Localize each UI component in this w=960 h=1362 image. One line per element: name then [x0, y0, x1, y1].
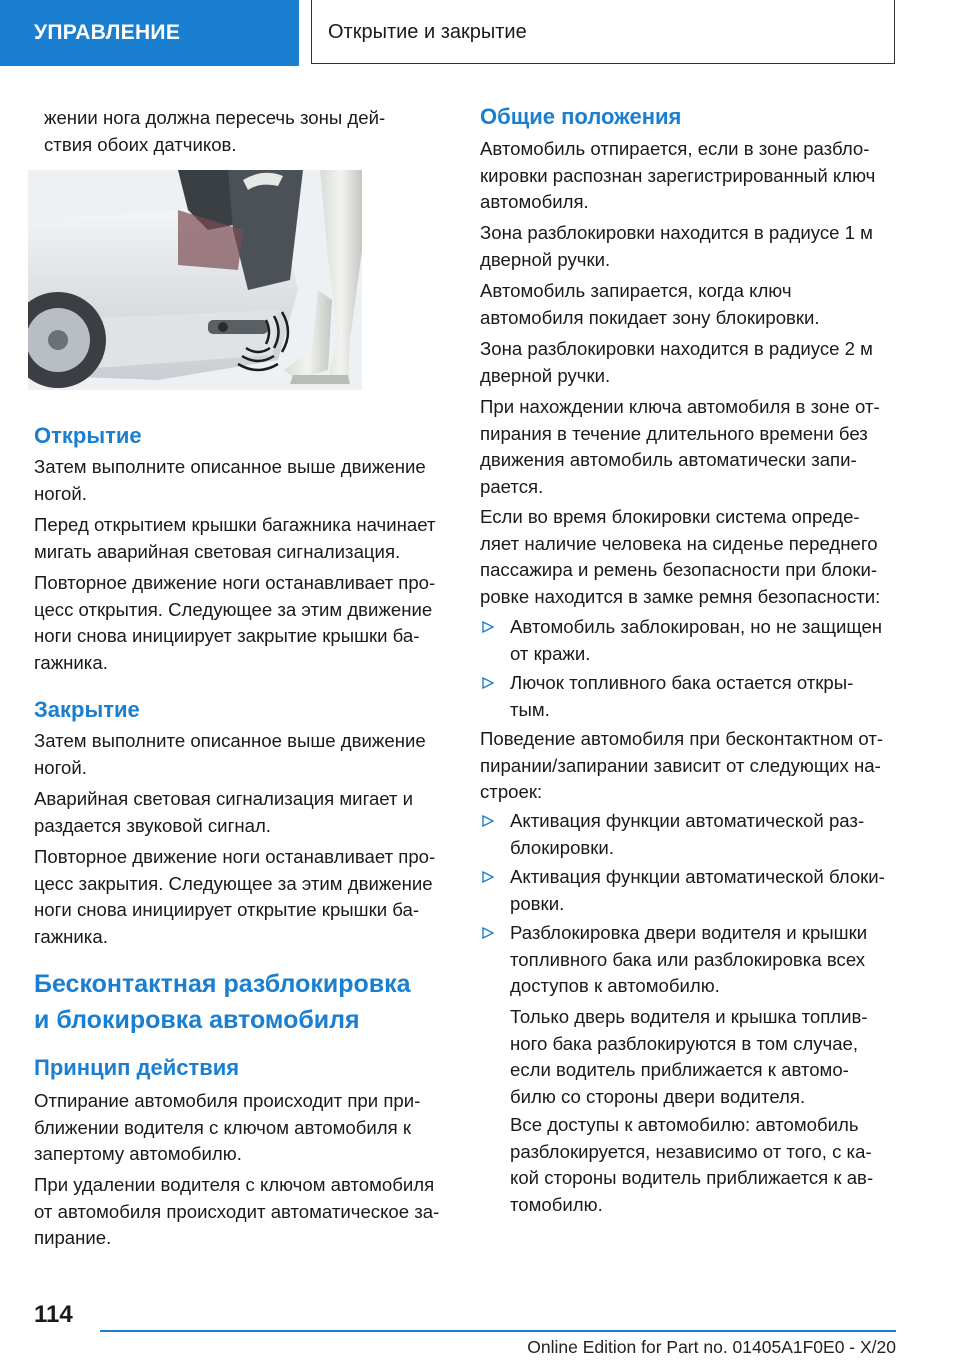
triangle-bullet-icon [482, 927, 494, 939]
text-line: ного бака разблокируются в том случае, [510, 1032, 859, 1054]
text-line: ногой. [34, 482, 87, 504]
text-line: жении нога должна пересечь зоны дей- [44, 107, 386, 128]
text-line: Разблокировка двери водителя и крышки [510, 922, 868, 943]
bullet-item [480, 808, 898, 861]
text-line: пассажира и ремень безопасности при блоки- [480, 559, 878, 580]
text-line: кой стороны водитель приближается к ав- [510, 1167, 874, 1188]
text-line: Зона разблокировки находится в радиусе 1 м [480, 222, 873, 243]
text-line: блокировки. [510, 836, 614, 858]
text-line: дверной ручки. [480, 364, 611, 386]
text-line: пирание. [34, 1227, 112, 1248]
general-paragraph-4 [480, 336, 898, 389]
footer-edition: Online Edition for Part no. 01405A1F0E0 - X/20 [527, 1337, 896, 1357]
text-line: ногой. [34, 756, 87, 778]
text-line: Все доступы к автомобилю: автомобиль [510, 1114, 859, 1135]
text-line: Если во время блокировки система опреде- [480, 506, 860, 527]
text-line: Повторное движение ноги останавливает про- [34, 572, 436, 593]
closing-heading: Закрытие [34, 697, 140, 722]
text-line: Затем выполните описанное выше движение [34, 730, 426, 751]
principle-heading: Принцип действия [34, 1055, 240, 1080]
text-line: При удалении водителя с ключом автомобиля [34, 1174, 435, 1195]
text-line: запертому автомобилю. [34, 1143, 242, 1164]
general-paragraph-5 [480, 394, 898, 500]
page-number: 114 [34, 1301, 73, 1328]
text-line: тым. [510, 698, 550, 720]
closing-paragraph-2 [34, 786, 446, 839]
text-line: ровке находится в замке ремня безопасности: [480, 585, 881, 607]
general-paragraph-3 [480, 278, 898, 331]
text-line: автомобиля покидает зону блокировки. [480, 306, 820, 328]
triangle-bullet-icon [482, 677, 494, 689]
text-line: пирания в течение длительного времени без [480, 422, 868, 444]
opening-paragraph-3 [34, 570, 446, 676]
text-line: Только дверь водителя и крышка топлив- [510, 1006, 868, 1027]
text-line: движения автомобиль автоматически запи- [480, 449, 857, 470]
text-line: При нахождении ключа автомобиля в зоне от- [480, 396, 880, 417]
text-line: ноги снова инициирует открытие крышки ба- [34, 899, 420, 920]
bullet-item [480, 920, 898, 1000]
settings-intro-paragraph [480, 726, 898, 806]
text-line: Перед открытием крышки багажника начинает [34, 514, 436, 535]
closing-paragraph-1 [34, 728, 446, 781]
text-line: цесс открытия. Следующее за этим движение [34, 598, 433, 620]
text-line: разблокируется, независимо от того, с ка- [510, 1140, 872, 1162]
text-line: Активация функции автоматической блоки- [510, 866, 885, 887]
bullet-item [480, 670, 898, 723]
page-header [0, 0, 960, 66]
text-line: кировки распознан зарегистрированный ключ [480, 164, 876, 186]
text-line: Автомобиль отпирается, если в зоне разбло- [480, 138, 870, 159]
intro-paragraph [44, 105, 444, 158]
text-line: раздается звуковой сигнал. [34, 814, 271, 836]
text-line: Автомобиль запирается, когда ключ [480, 280, 792, 301]
bullet-note-paragraph [510, 1004, 898, 1110]
text-line: Активация функции автоматической раз- [510, 810, 865, 831]
text-line: пирании/запирании зависит от следующих на- [480, 754, 881, 776]
heading-line: Бесконтактная разблокировка [34, 970, 411, 998]
text-line: Затем выполните описанное выше движение [34, 456, 426, 477]
text-line: мигать аварийная световая сигнализация. [34, 540, 401, 562]
text-line: Зона разблокировки находится в радиусе 2 м [480, 338, 873, 359]
general-paragraph-2 [480, 220, 898, 273]
main-heading [34, 966, 454, 1038]
triangle-bullet-icon [482, 815, 494, 827]
text-line: строек: [480, 781, 543, 802]
text-line: гажника. [34, 925, 108, 947]
bullet-item [480, 614, 898, 667]
text-line: от кражи. [510, 642, 591, 664]
text-line: Повторное движение ноги останавливает про- [34, 846, 436, 867]
heading-line: и блокировка автомобиля [34, 1006, 360, 1034]
section-tab: УПРАВЛЕНИЕ [0, 0, 299, 66]
bullet-note-paragraph [510, 1112, 898, 1218]
text-line: Аварийная световая сигнализация мигает и [34, 788, 414, 809]
opening-paragraph-1 [34, 454, 446, 507]
text-line: Отпирание автомобиля происходит при при- [34, 1090, 421, 1111]
text-line: ноги снова инициирует закрытие крышки ба- [34, 625, 420, 646]
text-line: ляет наличие человека на сиденье переднего [480, 532, 878, 554]
text-line: автомобиля. [480, 191, 589, 212]
triangle-bullet-icon [482, 621, 494, 633]
text-line: ствия обоих датчиков. [44, 133, 237, 155]
closing-paragraph-3 [34, 844, 446, 950]
principle-paragraph-2 [34, 1172, 446, 1252]
bullet-item [480, 864, 898, 917]
text-line: ближении водителя с ключом автомобиля к [34, 1116, 411, 1138]
tailgate-sensor-illustration [28, 170, 362, 390]
text-line: дверной ручки. [480, 248, 611, 270]
general-paragraph-6 [480, 504, 898, 610]
text-line: гажника. [34, 651, 108, 673]
principle-paragraph-1 [34, 1088, 446, 1168]
text-line: томобилю. [510, 1193, 603, 1215]
text-line: билю со стороны двери водителя. [510, 1085, 806, 1107]
text-line: топливного бака или разблокировка всех [510, 948, 866, 970]
triangle-bullet-icon [482, 871, 494, 883]
text-line: Лючок топливного бака остается откры- [510, 672, 854, 693]
text-line: доступов к автомобилю. [510, 975, 720, 996]
general-paragraph-1 [480, 136, 898, 216]
opening-paragraph-2 [34, 512, 446, 565]
text-line: Поведение автомобиля при бесконтактном от- [480, 728, 884, 749]
text-line: ровки. [510, 892, 565, 914]
text-line: Автомобиль заблокирован, но не защищен [510, 616, 883, 637]
chapter-title: Открытие и закрытие [311, 0, 895, 64]
text-line: рается. [480, 475, 544, 497]
text-line: если водитель приближается к автомо- [510, 1059, 849, 1080]
opening-heading: Открытие [34, 423, 142, 448]
text-line: от автомобиля происходит автоматическое за- [34, 1200, 440, 1222]
car-rear-image [28, 170, 362, 390]
general-heading: Общие положения [480, 104, 682, 129]
text-line: цесс закрытия. Следующее за этим движение [34, 872, 433, 894]
footer-divider [100, 1330, 896, 1332]
